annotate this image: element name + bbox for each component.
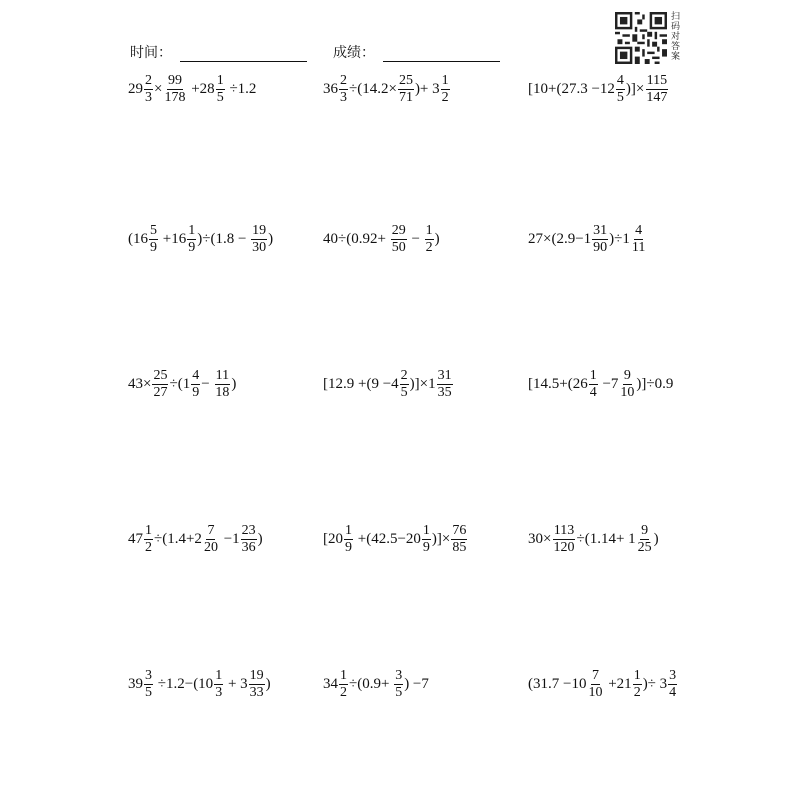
expr-text: ) bbox=[268, 231, 274, 247]
expr-text: − bbox=[201, 376, 214, 392]
numerator: 2 bbox=[400, 368, 408, 383]
math-problem bbox=[128, 73, 256, 106]
fraction bbox=[398, 73, 414, 106]
fraction bbox=[645, 73, 668, 106]
denominator: 90 bbox=[593, 240, 608, 255]
denominator: 25 bbox=[637, 540, 652, 555]
expr-text: +21 bbox=[604, 676, 632, 692]
denominator: 20 bbox=[203, 540, 218, 555]
expr-text: 29 bbox=[128, 81, 143, 97]
fraction bbox=[339, 668, 348, 701]
fraction bbox=[592, 223, 608, 256]
fraction bbox=[163, 73, 186, 106]
fraction bbox=[633, 668, 642, 701]
qr-caption-char: 扫 bbox=[671, 12, 681, 22]
time-field-line[interactable] bbox=[180, 61, 307, 62]
numerator: 19 bbox=[252, 223, 267, 238]
expr-text: )÷(1.8 − bbox=[197, 231, 251, 247]
fraction bbox=[637, 523, 653, 556]
expr-text: 30× bbox=[528, 531, 552, 547]
expr-text: 36 bbox=[323, 81, 338, 97]
fraction bbox=[422, 523, 431, 556]
denominator: 10 bbox=[588, 685, 603, 700]
denominator: 147 bbox=[646, 90, 668, 105]
expr-text: )]÷0.9 bbox=[636, 376, 674, 392]
expr-text: ) bbox=[434, 231, 440, 247]
fraction bbox=[144, 668, 153, 701]
fraction bbox=[631, 223, 646, 256]
qr-caption-char: 案 bbox=[671, 52, 681, 62]
denominator: 9 bbox=[422, 540, 430, 555]
fraction bbox=[203, 523, 219, 556]
numerator: 2 bbox=[145, 73, 152, 88]
denominator: 5 bbox=[400, 385, 408, 400]
denominator: 10 bbox=[620, 385, 635, 400]
numerator: 25 bbox=[398, 73, 413, 88]
numerator: 5 bbox=[150, 223, 157, 238]
denominator: 120 bbox=[553, 540, 575, 555]
fraction bbox=[391, 223, 407, 256]
score-label: 成绩： bbox=[333, 45, 375, 61]
expr-text: 40÷(0.92+ bbox=[323, 231, 390, 247]
expr-text: ) bbox=[231, 376, 237, 392]
fraction bbox=[214, 668, 223, 701]
numerator: 1 bbox=[425, 223, 433, 238]
numerator: 3 bbox=[395, 668, 403, 683]
expr-text: ÷1.2−(10 bbox=[154, 676, 214, 692]
numerator: 76 bbox=[452, 523, 467, 538]
denominator: 33 bbox=[249, 685, 264, 700]
expr-text: [10+(27.3 −12 bbox=[528, 81, 615, 97]
numerator: 4 bbox=[192, 368, 200, 383]
fraction bbox=[394, 668, 403, 701]
qr-caption-char: 对 bbox=[671, 32, 681, 42]
numerator: 1 bbox=[589, 368, 597, 383]
denominator: 2 bbox=[425, 240, 433, 255]
expr-text: [14.5+(26 bbox=[528, 376, 588, 392]
expr-text: ) bbox=[257, 531, 263, 547]
denominator: 2 bbox=[633, 685, 641, 700]
numerator: 1 bbox=[345, 523, 352, 538]
fraction bbox=[144, 523, 153, 556]
numerator: 2 bbox=[340, 73, 347, 88]
qr-caption bbox=[671, 12, 685, 62]
qr-caption-char: 答 bbox=[671, 42, 681, 52]
fraction bbox=[451, 523, 467, 556]
math-problem bbox=[528, 223, 647, 256]
fraction bbox=[339, 73, 348, 106]
fraction bbox=[187, 223, 196, 256]
expr-text: −1 bbox=[219, 531, 240, 547]
numerator: 31 bbox=[593, 223, 608, 238]
expr-text: +(42.5−20 bbox=[354, 531, 421, 547]
fraction bbox=[552, 523, 575, 556]
denominator: 2 bbox=[145, 540, 152, 555]
fraction bbox=[616, 73, 625, 106]
numerator: 4 bbox=[635, 223, 643, 238]
expr-text: ÷1.2 bbox=[225, 81, 257, 97]
denominator: 9 bbox=[188, 240, 196, 255]
expr-text: 43× bbox=[128, 376, 152, 392]
fraction bbox=[149, 223, 158, 256]
expr-text: ) bbox=[265, 676, 271, 692]
numerator: 1 bbox=[422, 523, 430, 538]
denominator: 30 bbox=[252, 240, 267, 255]
numerator: 1 bbox=[441, 73, 449, 88]
expr-text: (31.7 −10 bbox=[528, 676, 587, 692]
numerator: 25 bbox=[153, 368, 168, 383]
expr-text: ÷(0.9+ bbox=[349, 676, 394, 692]
numerator: 11 bbox=[215, 368, 230, 383]
numerator: 115 bbox=[646, 73, 668, 88]
denominator: 5 bbox=[616, 90, 624, 105]
denominator: 85 bbox=[452, 540, 467, 555]
denominator: 27 bbox=[153, 385, 168, 400]
numerator: 19 bbox=[249, 668, 264, 683]
expr-text: )+ 3 bbox=[414, 81, 440, 97]
math-problem bbox=[128, 523, 263, 556]
denominator: 5 bbox=[216, 90, 224, 105]
denominator: 2 bbox=[441, 90, 449, 105]
numerator: 1 bbox=[145, 523, 152, 538]
expr-text: + 3 bbox=[224, 676, 248, 692]
expr-text: 39 bbox=[128, 676, 143, 692]
fraction bbox=[587, 668, 603, 701]
numerator: 1 bbox=[340, 668, 347, 683]
denominator: 18 bbox=[215, 385, 230, 400]
fraction bbox=[425, 223, 434, 256]
numerator: 113 bbox=[553, 523, 575, 538]
denominator: 5 bbox=[395, 685, 403, 700]
denominator: 4 bbox=[589, 385, 597, 400]
numerator: 1 bbox=[633, 668, 641, 683]
expr-text: )]× bbox=[431, 531, 451, 547]
expr-text: +16 bbox=[159, 231, 187, 247]
fraction bbox=[241, 523, 257, 556]
expr-text: 47 bbox=[128, 531, 143, 547]
expr-text: ÷(14.2× bbox=[349, 81, 397, 97]
fraction bbox=[144, 73, 153, 106]
expr-text: [20 bbox=[323, 531, 343, 547]
expr-text: × bbox=[154, 81, 163, 97]
denominator: 3 bbox=[215, 685, 223, 700]
math-problem bbox=[128, 223, 273, 256]
expr-text: (16 bbox=[128, 231, 148, 247]
expr-text: ÷(1.4+2 bbox=[154, 531, 202, 547]
numerator: 3 bbox=[145, 668, 152, 683]
expr-text: [12.9 +(9 −4 bbox=[323, 376, 399, 392]
math-problem bbox=[528, 368, 673, 401]
denominator: 4 bbox=[669, 685, 677, 700]
expr-text: − bbox=[407, 231, 424, 247]
qr-code-icon[interactable] bbox=[615, 12, 667, 64]
math-problem bbox=[323, 73, 451, 106]
numerator: 4 bbox=[616, 73, 624, 88]
denominator: 50 bbox=[391, 240, 406, 255]
fraction bbox=[437, 368, 453, 401]
fraction bbox=[619, 368, 635, 401]
denominator: 35 bbox=[437, 385, 452, 400]
expr-text: )÷ 3 bbox=[642, 676, 668, 692]
denominator: 36 bbox=[241, 540, 256, 555]
qr-caption-char: 码 bbox=[671, 22, 681, 32]
denominator: 3 bbox=[340, 90, 347, 105]
math-problem bbox=[323, 668, 429, 701]
math-problem bbox=[528, 668, 678, 701]
fraction bbox=[216, 73, 225, 106]
fraction bbox=[400, 368, 409, 401]
denominator: 9 bbox=[345, 540, 352, 555]
numerator: 31 bbox=[437, 368, 452, 383]
math-problem bbox=[128, 668, 271, 701]
expr-text: )÷1 bbox=[609, 231, 630, 247]
expr-text: 34 bbox=[323, 676, 338, 692]
expr-text: ÷(1 bbox=[169, 376, 191, 392]
numerator: 9 bbox=[641, 523, 649, 538]
expr-text: +28 bbox=[187, 81, 215, 97]
math-problem bbox=[528, 73, 669, 106]
math-problem bbox=[323, 523, 468, 556]
math-problem bbox=[128, 368, 236, 401]
denominator: 5 bbox=[145, 685, 152, 700]
numerator: 99 bbox=[167, 73, 182, 88]
fraction bbox=[249, 668, 265, 701]
numerator: 3 bbox=[669, 668, 677, 683]
fraction bbox=[191, 368, 200, 401]
fraction bbox=[251, 223, 267, 256]
expr-text: −7 bbox=[598, 376, 619, 392]
denominator: 2 bbox=[340, 685, 347, 700]
fraction bbox=[589, 368, 598, 401]
numerator: 9 bbox=[623, 368, 631, 383]
denominator: 11 bbox=[631, 240, 646, 255]
fraction bbox=[344, 523, 353, 556]
fraction bbox=[441, 73, 450, 106]
fraction bbox=[152, 368, 168, 401]
expr-text: ÷(1.14+ 1 bbox=[576, 531, 636, 547]
fraction bbox=[668, 668, 677, 701]
numerator: 1 bbox=[188, 223, 196, 238]
time-label: 时间： bbox=[130, 45, 172, 61]
score-field-line[interactable] bbox=[383, 61, 500, 62]
denominator: 9 bbox=[150, 240, 157, 255]
numerator: 7 bbox=[591, 668, 599, 683]
expr-text: )]× bbox=[625, 81, 645, 97]
numerator: 7 bbox=[207, 523, 215, 538]
numerator: 1 bbox=[216, 73, 224, 88]
expr-text: ) bbox=[653, 531, 659, 547]
denominator: 3 bbox=[145, 90, 152, 105]
expr-text: )]×1 bbox=[409, 376, 436, 392]
numerator: 29 bbox=[391, 223, 406, 238]
math-problem bbox=[323, 223, 440, 256]
fraction bbox=[214, 368, 230, 401]
expr-text: ) −7 bbox=[404, 676, 429, 692]
denominator: 71 bbox=[398, 90, 413, 105]
math-problem bbox=[528, 523, 659, 556]
expr-text: 27×(2.9−1 bbox=[528, 231, 592, 247]
math-problem bbox=[323, 368, 454, 401]
numerator: 23 bbox=[241, 523, 256, 538]
denominator: 9 bbox=[192, 385, 200, 400]
denominator: 178 bbox=[164, 90, 186, 105]
numerator: 1 bbox=[215, 668, 223, 683]
